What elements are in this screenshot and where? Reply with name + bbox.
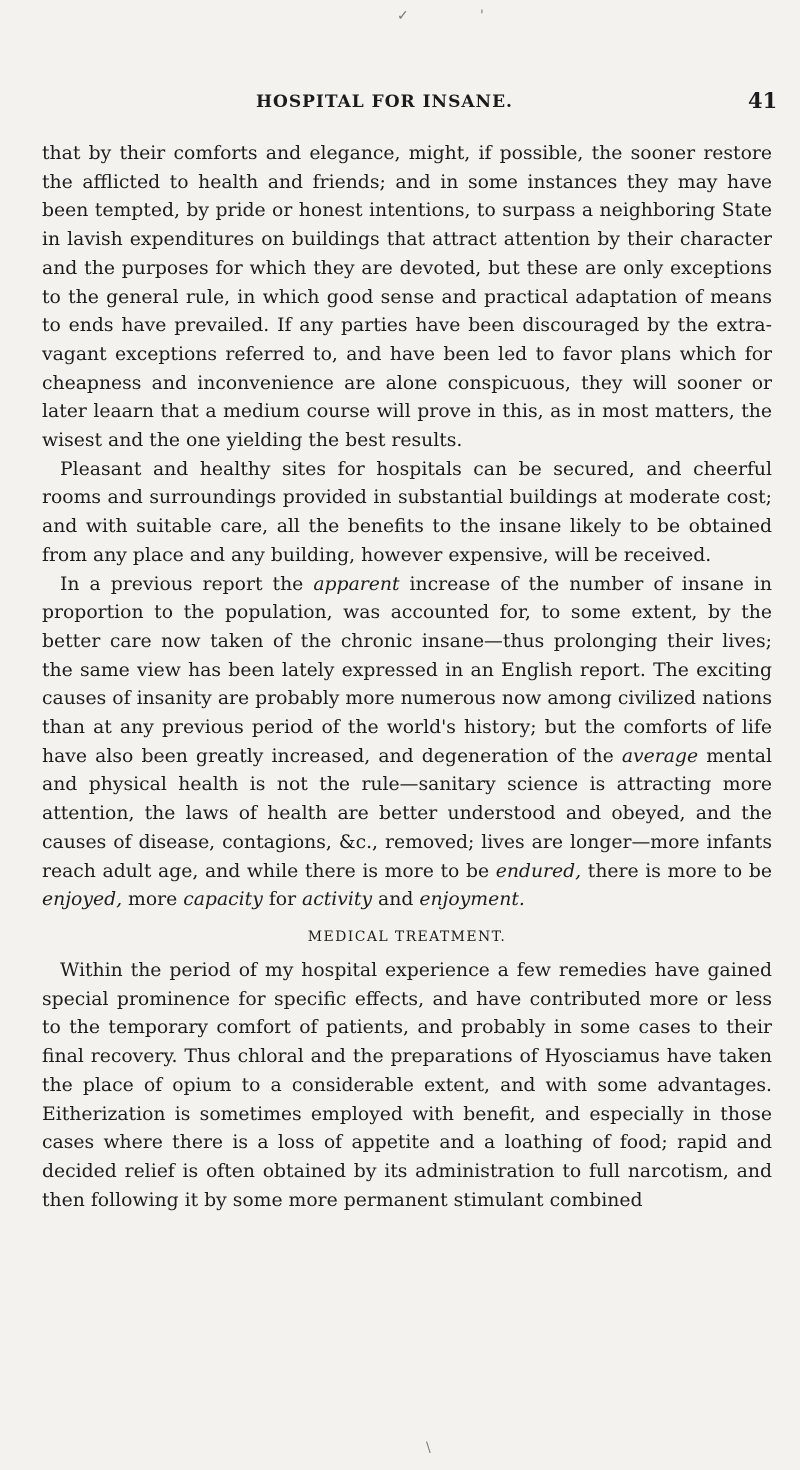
- page-header: [0, 84, 800, 124]
- running-head: HOSPITAL FOR INSANE.: [256, 92, 513, 112]
- stray-mark: ✓: [397, 8, 409, 24]
- section-heading: MEDICAL TREATMENT.: [307, 928, 507, 945]
- stray-mark: \: [426, 1440, 431, 1456]
- text-run: there is more to be: [581, 860, 772, 882]
- page-number: 41: [748, 88, 778, 113]
- italic-run: capacity: [183, 889, 263, 911]
- paragraph: that by their comforts and elegance, might, if possible, the sooner restore the afflicted to health and friends; and in some instances they may have been tempted, by pride or honest intentions, to surpass a neighboring State in lavish expenditures on buildings that attract attention by their character and the purposes for which they are devoted, but these are only exceptions to the general rule, in which good sense and practical adaptation of means to ends have prevailed. If any parties have been discouraged by the extravagant exceptions referred to, and have been led to favor plans which for cheapness and inconvenience are alone conspicuous, they will sooner or later leaarn that a medium course will prove in this, as in most matters, the wisest and the one yielding the best results.: [42, 143, 772, 452]
- body-text: [42, 140, 772, 1215]
- italic-run: endured,: [495, 860, 582, 882]
- text-run: mental and physical health is not the rule—sanitary science is attracting more attention, the laws of health are better understood and obeyed, and the causes of disease, contagions, &c., removed; lives are longer—more infants reach adult age, and while there is more to be: [42, 745, 772, 882]
- italic-run: enjoyment.: [419, 889, 525, 911]
- text-run: and: [372, 889, 420, 911]
- italic-run: average: [621, 745, 699, 767]
- text-run: increase of the number of insane in proportion to the population, was accounted for, to some extent, by the better care now taken of the chronic insane—thus prolonging their lives; the same view has been lately expressed in an English report. The exciting causes of insanity are probably more numerous now among civilized nations than at any previous period of the world's history; but the comforts of life have also been greatly increased, and degeneration of the: [42, 573, 772, 767]
- italic-run: apparent: [313, 573, 400, 595]
- stray-mark: ': [480, 8, 484, 24]
- paragraph: [42, 571, 772, 915]
- italic-run: enjoyed,: [42, 889, 123, 911]
- text-run: more: [122, 889, 184, 911]
- paragraph: Within the period of my hospital experience a few remedies have gained special prominence for specific effects, and have contributed more or less to the temporary comfort of patients, and probably in some cases to their final recovery. Thus chloral and the preparations of Hyosciamus have taken the place of opium to a considerable extent, and with some advantages. Eitherization is sometimes employed with benefit, and especially in those cases where there is a loss of appetite and a loathing of food; rapid and decided relief is often obtained by its administration to full narcotism, and then following it by some more permanent stimulant combined: [42, 959, 772, 1211]
- text-run: for: [262, 889, 303, 911]
- text-run: In a previous report the: [60, 573, 314, 595]
- paragraph: Pleasant and healthy sites for hospitals can be secured, and cheerful rooms and surroundings provided in substantial buildings at moderate cost; and with suitable care, all the benefits to the insane likely to be obtained from any place and any building, however expensive, will be received.: [42, 458, 772, 566]
- italic-run: activity: [302, 889, 373, 911]
